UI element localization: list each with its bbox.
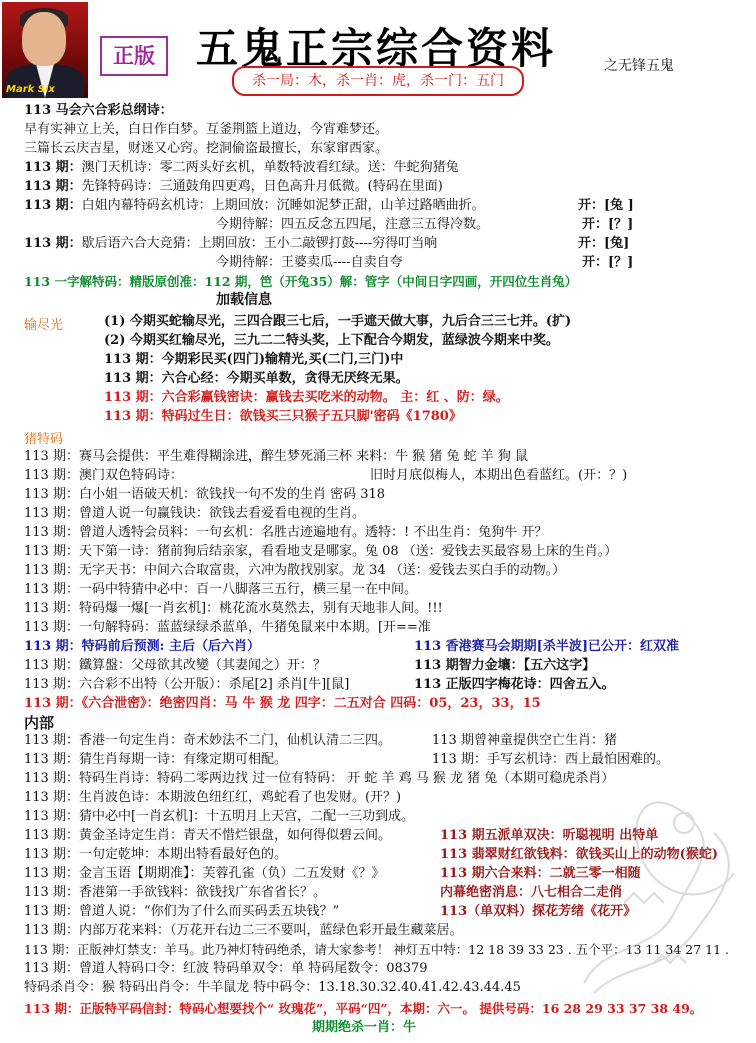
pair-left-1: 113 期：鐵算盤：父母欲其改變（其妻闻之）开：？ [24,658,326,673]
shuyi-line-1: (2) 今期买红输尽光，三九二二特头奖，上下配合今期发，蓝绿波今期来中奖。 [104,333,559,348]
footer-kill-line: 期期绝杀一肖：牛 [312,1020,417,1035]
zhu-line-4: 113 期：曾道人透特会员料：一句玄机：名胜古迹遍地有。透特：! 不出生肖：兔狗牛 开？ [24,525,548,540]
neibu-right-9: 113（单双料）探花芳绪《花开》 [440,904,637,919]
top-line-5: 113 期：白姐内幕特码玄机诗：上期回放：沉睡如泥梦正甜，山羊过路晒曲折。 [24,198,485,213]
neibu-left-0: 113 期：香港一句定生肖：奇术妙法不二门，仙机认清二三四。 [24,733,391,748]
neibu-left-11: 113 期：正版神灯禁支：羊马。此乃神灯特码绝杀，请大家参考！ 神灯五中特：12 18 39 33 23 . 五个平：13 11 34 27 11 . [24,942,730,957]
shuyi-line-2: 113 期：今期彩民买(四门)输精光,买(二门,三门)中 [104,352,404,367]
neibu-left-6: 113 期：一句定乾坤：本期出特看最好色的。 [24,847,287,862]
neibu-left-10: 113 期：内部万花来料：（万花开右边二三不要叫，蓝绿色彩开最生藏菜居。 [24,923,463,938]
zhu-line-9: 113 期：一句解特码：蓝蓝绿绿杀蓝单，牛猪兔鼠来中本期。[开==准 [24,620,431,635]
top-line-2: 三篇长云庆吉星，财迷又心窍。挖洞偷盗最擅长，东家窜西家。 [24,141,389,156]
neibu-left-8: 113 期：香港第一手欲钱料：欲钱找广东省省长？。 [24,885,326,900]
neibu-right-5: 113 期五派单双决：听聪视明 出特单 [440,828,659,843]
top-line-8-answer: 开：[？] [582,255,634,270]
shuyi-line-5: 113 期：特码过生日：欲钱买三只猴子五只脚'密码《1780》 [104,409,462,424]
neibu-left-3: 113 期：生肖波色诗：本期波色纽红红，鸡蛇看了也发财。(开？) [24,790,402,805]
neibu-left-4: 113 期：猜中必中[一肖玄机]：十五明月上天宫，二配一三功到成。 [24,809,415,824]
photo-caption: Mark Six [6,84,55,95]
top-line-7: 113 期：歇后语六合大竞猜：上期回放：王小二敲锣打鼓----穷得叮当响 [24,236,438,251]
top-line-8: 今期待解：王婆卖瓜----自卖自夸 [216,255,403,270]
top-line-1: 早有实神立上关，白日作白梦。互釜荆篮上道边，今宵难梦还。 [24,122,389,137]
kill-banner: 杀一局：木，杀一肖：虎，杀一门：五门 [232,66,524,96]
pair-left-0: 113 期：特码前后预测: 主后（后六肖） [24,639,260,654]
shuyi-line-3: 113 期：六合心经：今期买单数，贪得无厌终无果。 [104,371,409,386]
bottom-red-line: 113 期：正版特平码信封：特码心想要找个“ 玫瑰花”，平码“四”，本期：六一。 提供号码：16 28 29 33 37 38 49。 [24,1001,703,1016]
zhu-line-0: 113 期：赛马会提供：平生难得糊涂进，醉生梦死涌三杯 来料：牛 猴 猪 兔 蛇 羊 狗 鼠 [24,449,529,464]
neibu-left-13: 特码杀肖令：猴 特码出肖令：牛羊鼠龙 特中码令：13.18.30.32.40.41.42.43.44.45 [24,980,521,995]
neibu-right-7: 113 期六合来料：二就三零一相随 [440,866,641,881]
section-label-shuyi: 输尽光 [24,318,64,333]
neibu-left-1: 113 期：猜生肖每期一诗：有缘定期可相配。 [24,752,287,767]
neibu-right-1: 113 期：手写玄机诗：西上最怕困难的。 [432,752,669,767]
top-line-4: 113 期：先锋特码诗：三通鼓角四更鸡，日色高升月低微。(特码在里面) [24,179,443,194]
zhu-line-7: 113 期：一码中特猜中必中：百一八脚落三五行，横三星一在中间。 [24,582,417,597]
author-photo [2,2,88,98]
pair-left-2: 113 期：六合彩不出特（公开版）：杀尾[2] 杀肖[牛][鼠] [24,677,350,692]
pair-right-1: 113 期智力金壤：【五六这字】 [414,658,596,673]
shuyi-line-4: 113 期：六合彩赢钱密诀：赢钱去买吃米的动物。 主：红 、防：绿。 [104,390,509,405]
top-line-7-answer: 开：[兔] [578,236,630,251]
zhu-line-1: 113 期：澳门双色特码诗： [24,468,183,483]
section-label-zhu: 猪特码 [24,432,64,447]
neibu-right-6: 113 翡翠财红欲钱料：欲钱买山上的动物(猴蛇) [440,847,718,862]
neibu-left-12: 113 期：曾道人特码口令：红波 特码单双令：单 特码尾数令：08379 [24,961,428,976]
top-line-6-answer: 开：[？] [582,217,634,232]
page-title: 五鬼正宗综合资料 [196,24,557,73]
zhu-line-3: 113 期：曾道人说一句赢钱诀：欲钱去看爱看电视的生肖。 [24,506,365,521]
pair-right-2: 113 正版四字梅花诗：四舍五入。 [414,677,615,692]
top-line-5-answer: 开：[兔 ] [578,198,634,213]
zhu-line-8: 113 期：特码爆一爆[一肖玄机]：桃花流水莫然去，别有天地非人间。!!! [24,601,443,616]
neibu-left-9: 113 期：曾道人说：“你们为了什么而买码丢五块钱？” [24,904,340,919]
section-label-neibu: 内部 [24,714,55,732]
photo-face-shape [22,12,66,66]
neibu-right-8: 内幕绝密消息：八七相合二走俏 [440,885,623,900]
neibu-left-7: 113 期：金言玉语【期期准】：芙蓉孔雀（负）二五发财《？》 [24,866,385,881]
badge-genuine: 正版 [100,36,168,76]
top-line-0: 113 马会六合彩总纲诗： [24,103,173,118]
green-decode-line: 113 一字解特码：精版原创准：112 期，笆（开兔35）解：管字（中间日字四画，开四位生肖兔） [24,274,578,289]
zhu-line-2: 113 期：白小姐一语破天机：欲钱找一句不发的生肖 密码 318 [24,487,386,502]
pair-right-0: 113 香港赛马会期期[杀半波]已公开：红双准 [414,639,679,654]
red-secret-line: 113 期：《六合泄密》：绝密四肖：马 牛 猴 龙 四字：二五对合 四码：05，23，33，15 [24,696,541,711]
neibu-right-0: 113 期曾神童提供空亡生肖：猪 [432,733,617,748]
page-subtitle: 之无锋五鬼 [604,58,674,74]
neibu-left-2: 113 期：特码生肖诗：特码二零两边找 过一位有特码： 开 蛇 羊 鸡 马 猴 龙 猪 兔（本期可稳虎杀肖） [24,771,615,786]
neibu-left-5: 113 期：黄金圣诗定生肖：青天不惜烂银盘，如何得似碧云间。 [24,828,391,843]
zhu-double-note: 旧时月底似梅人，本期出色看蓝红。(开：？) [370,468,628,483]
dragon-watermark-icon [564,783,754,1013]
zhu-line-5: 113 期：天下第一诗：猪前狗后结亲家，看看地支是哪家。兔 08 （送：爱钱去买最容易上床的生肖。） [24,544,618,559]
shuyi-line-0: (1) 今期买蛇输尽光，三四合跟三七后，一手遮天做大事，九后合三三七并。(扩) [104,314,572,329]
top-line-6: 今期待解：四五反念五四尾，注意三五得冷数。 [216,217,490,232]
top-line-3: 113 期：澳门天机诗：零二两头好玄机，单数特波看红绿。送：牛蛇狗猪兔 [24,160,459,175]
zhu-line-6: 113 期：无字天书：中间六合取富贵，六冲为散找别家。龙 34 （送：爱钱去买白手的动物。） [24,563,566,578]
center-heading: 加载信息 [216,292,272,308]
